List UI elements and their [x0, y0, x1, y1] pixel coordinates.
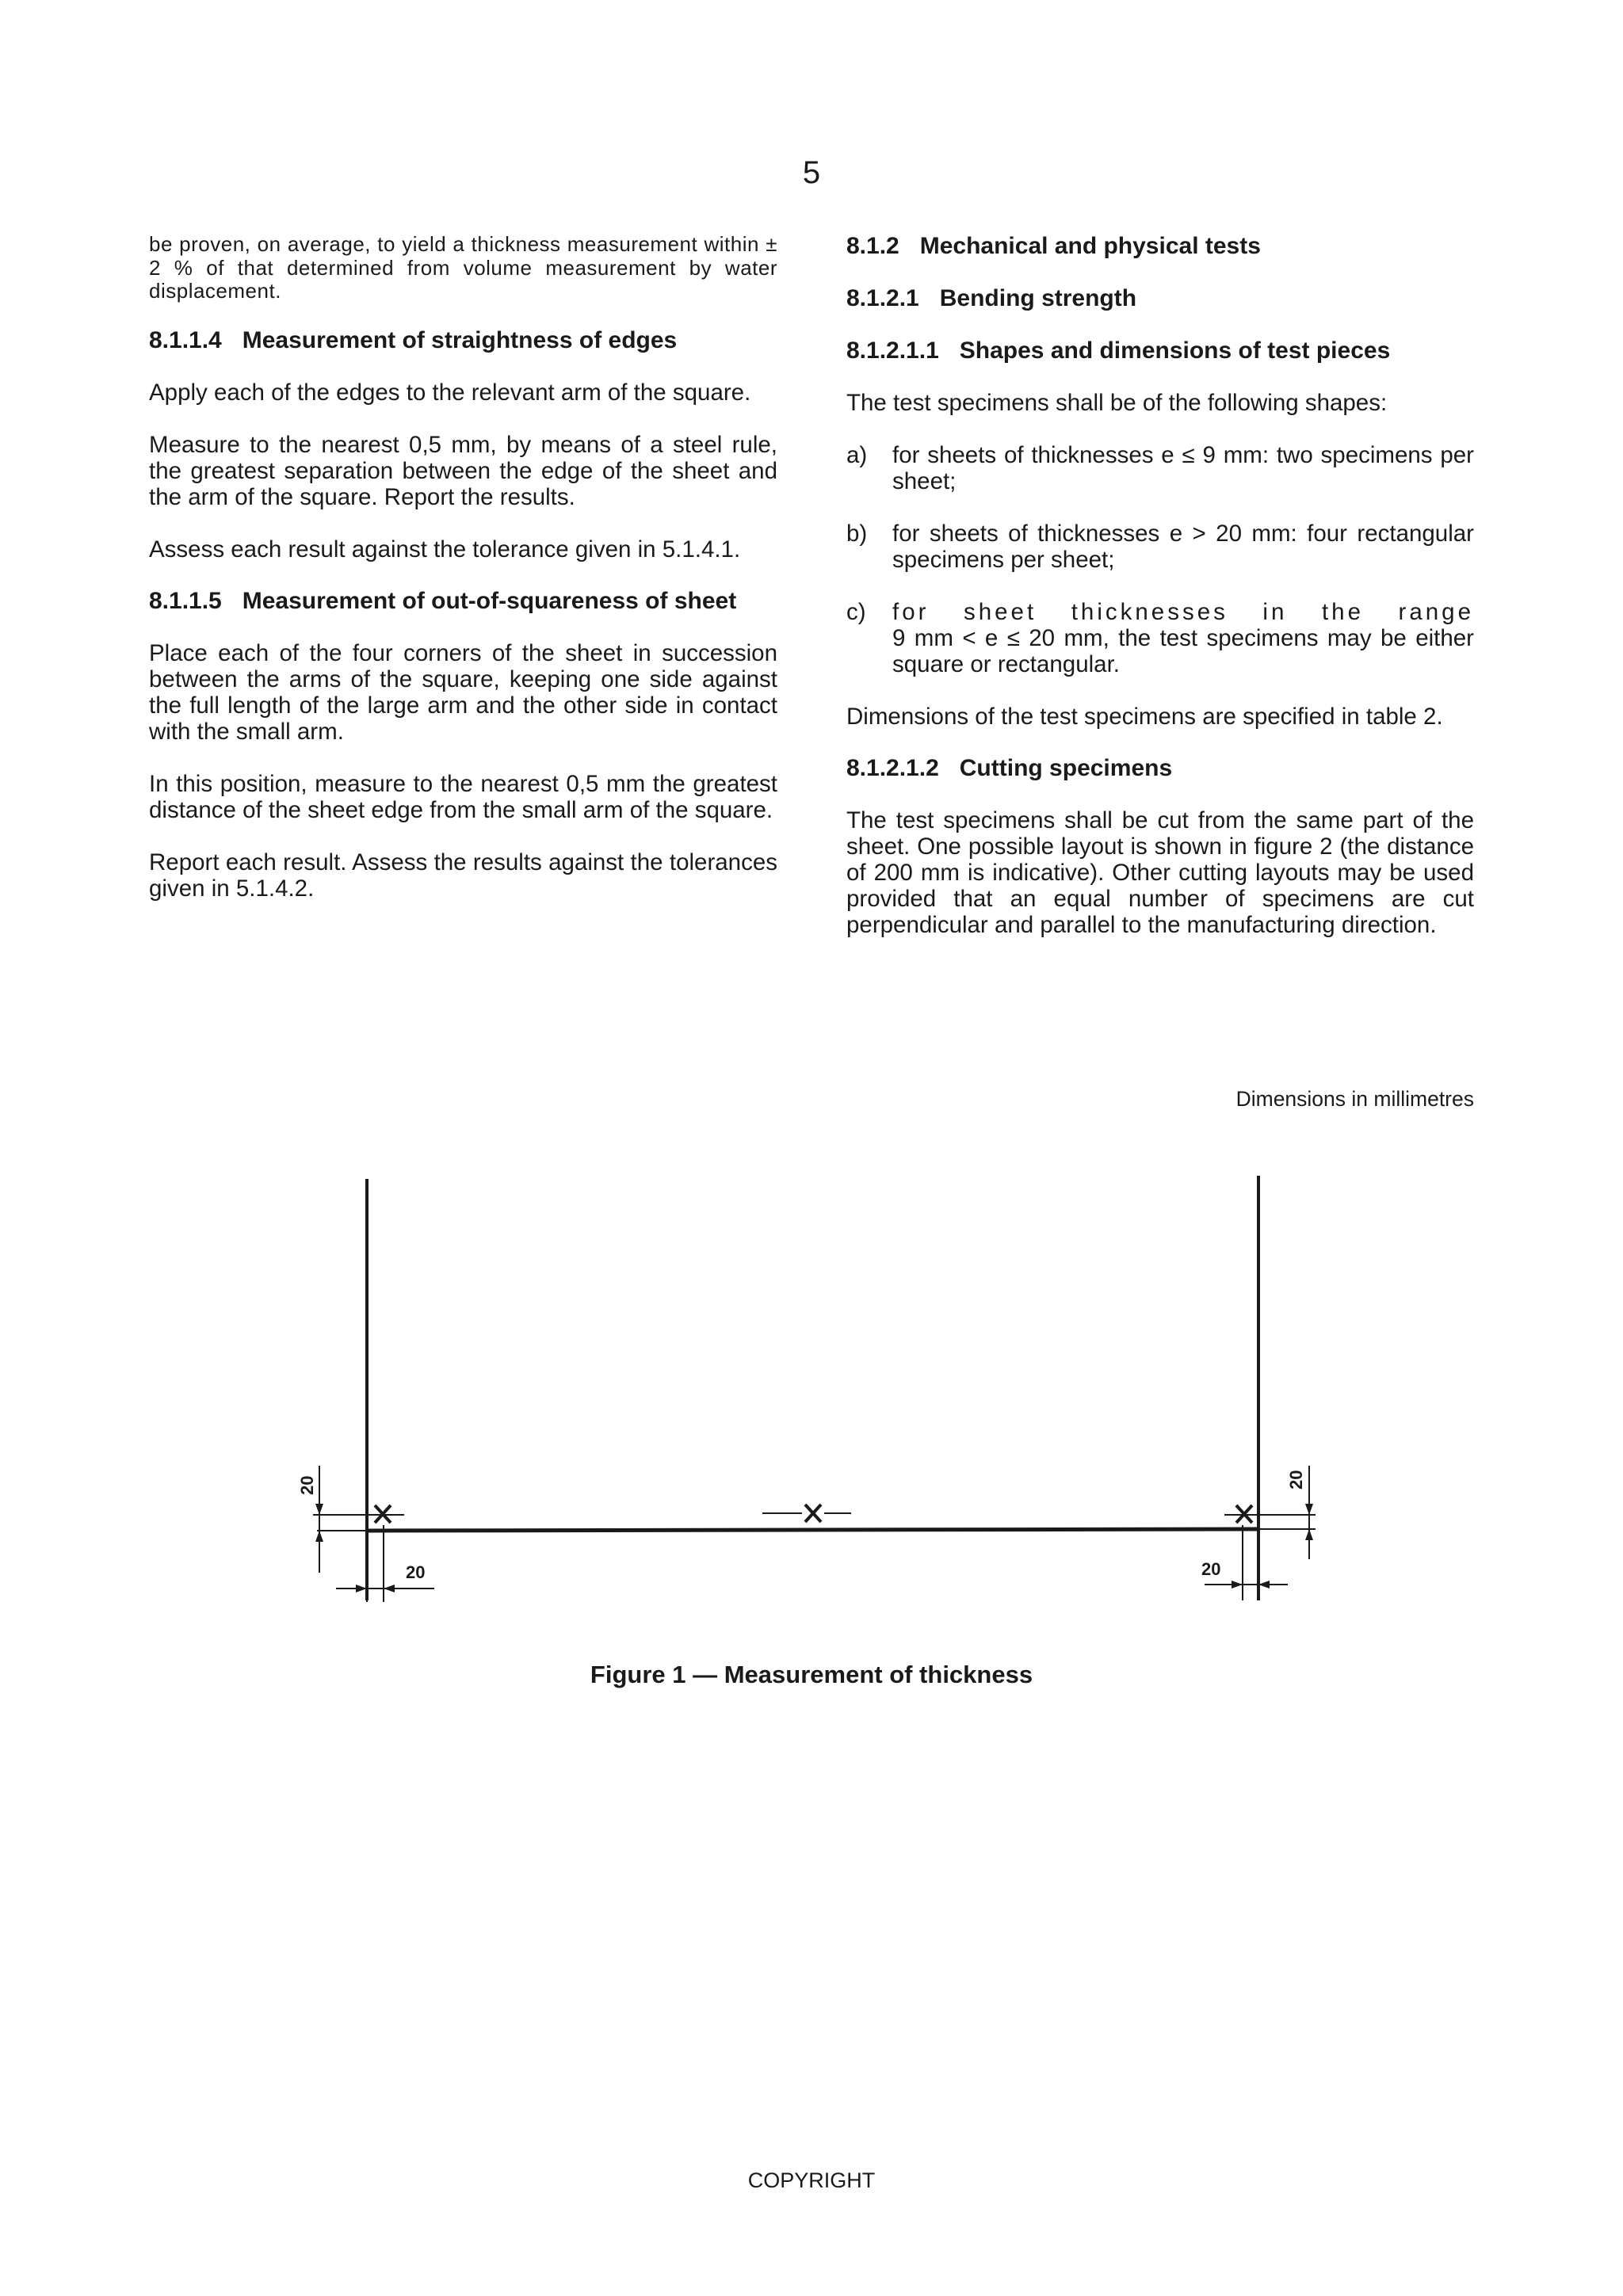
measurement-point-center	[805, 1505, 821, 1522]
right-column	[846, 233, 1474, 938]
paragraph: Measure to the nearest 0,5 mm, by means of a steel rule, the greatest separation between the edge of the sheet and the arm of the square. Report the results.	[149, 431, 777, 510]
list-item	[846, 599, 1474, 677]
paragraph: Dimensions of the test specimens are specified in table 2.	[846, 704, 1443, 730]
paragraph: Assess each result against the tolerance given in 5.1.4.1.	[149, 536, 741, 563]
heading-8-1-2	[846, 233, 1474, 260]
heading-8-1-2-1	[846, 285, 1474, 312]
section-number: 8.1.2.1.2	[846, 755, 939, 781]
intro-paragraph: be proven, on average, to yield a thickness measurement within ± 2 % of that determined from volume measurement by water displacement.	[149, 232, 777, 303]
sheet-edge	[367, 1529, 1258, 1531]
left-column	[149, 233, 777, 902]
measurement-point-left	[375, 1505, 391, 1523]
measurement-point-right	[1236, 1505, 1252, 1523]
dim-label-left-vertical: 20	[297, 1475, 317, 1495]
dim-label-right-vertical: 20	[1286, 1470, 1306, 1489]
heading-8-1-2-1-2	[846, 755, 1474, 782]
heading-8-1-1-4	[149, 327, 777, 354]
list-text: for sheets of thicknesses e > 20 mm: four rectangular specimens per sheet;	[892, 521, 1474, 573]
paragraph: Place each of the four corners of the sheet in succession between the arms of the square, keeping one side against the full length of the large arm and the other side in contact with the small arm.	[149, 639, 777, 745]
section-title: Bending strength	[939, 285, 1137, 311]
list-text-first-line: for sheet thicknesses in the range	[892, 599, 1474, 625]
paragraph: The test specimens shall be of the following shapes:	[846, 390, 1388, 416]
paragraph: In this position, measure to the nearest 0,5 mm the greatest distance of the sheet edge from the small arm of the square.	[149, 770, 777, 823]
section-title: Shapes and dimensions of test pieces	[959, 338, 1391, 364]
section-number: 8.1.2	[846, 233, 899, 259]
paragraph: Apply each of the edges to the relevant arm of the square.	[149, 379, 751, 406]
section-title: Mechanical and physical tests	[919, 233, 1261, 259]
section-number: 8.1.2.1	[846, 285, 919, 311]
section-number: 8.1.1.5	[149, 587, 222, 614]
dim-label-left-horizontal: 20	[406, 1562, 426, 1582]
figure-caption: Figure 1 — Measurement of thickness	[590, 1661, 1033, 1688]
list-item	[846, 521, 1474, 573]
section-title: Measurement of out-of-squareness of sheet	[242, 587, 737, 614]
section-number: 8.1.1.4	[149, 326, 222, 353]
dim-label-right-horizontal: 20	[1201, 1559, 1221, 1579]
list-text: 9 mm < e ≤ 20 mm, the test specimens may be either square or rectangular.	[892, 625, 1474, 677]
list-label: c)	[846, 599, 866, 625]
list-text: for sheets of thicknesses e ≤ 9 mm: two specimens per sheet;	[892, 442, 1474, 494]
paragraph: The test specimens shall be cut from the same part of the sheet. One possible layout is shown in figure 2 (the distance of 200 mm is indicative). Other cutting layouts may be used provided that an equal number of specimens are cut perpendicular and parallel to the manufacturing direction.	[846, 807, 1474, 938]
section-title: Cutting specimens	[959, 755, 1173, 781]
dimensions-note: Dimensions in millimetres	[1235, 1087, 1474, 1111]
list-label: b)	[846, 521, 868, 547]
heading-8-1-1-5	[149, 588, 777, 615]
paragraph: Report each result. Assess the results against the tolerances given in 5.1.4.2.	[149, 849, 777, 902]
list-label: a)	[846, 442, 868, 468]
footer-copyright: COPYRIGHT	[747, 2168, 876, 2192]
page-number: 5	[802, 155, 821, 190]
section-number: 8.1.2.1.1	[846, 338, 939, 364]
list-item	[846, 442, 1474, 494]
heading-8-1-2-1-1	[846, 338, 1474, 364]
section-title: Measurement of straightness of edges	[242, 326, 678, 353]
